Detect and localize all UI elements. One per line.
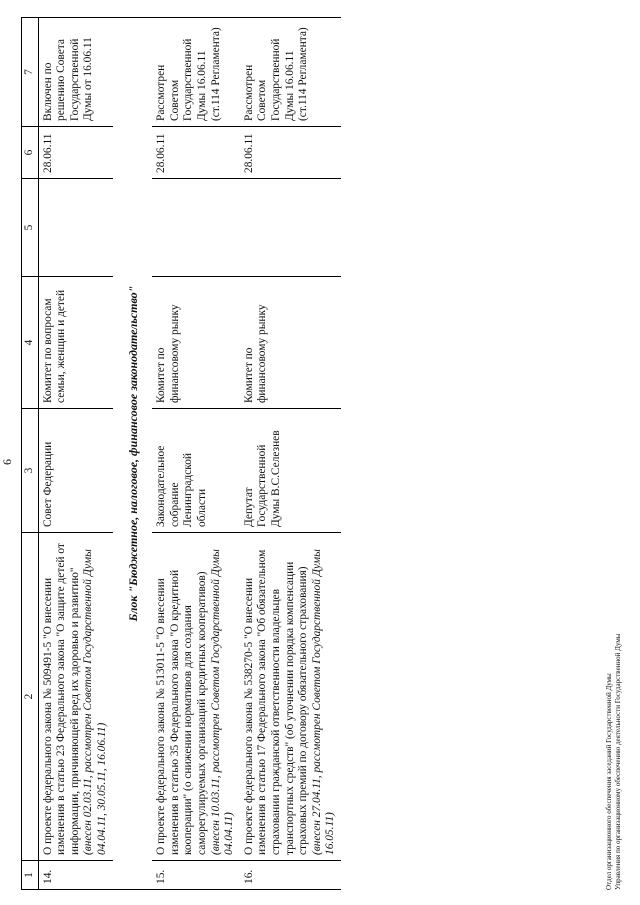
footer-line: Управления по организационному обеспечению деятельности Государственной Думы (614, 633, 622, 890)
column-number-row (22, 18, 39, 890)
table-row (38, 18, 112, 890)
column-header: 7 (22, 18, 39, 127)
initiator: Законодательное собрание Ленинградской области (152, 409, 240, 533)
status: Включен по решению Совета Государственной Думы от 16.06.11 (38, 18, 112, 127)
footer (605, 634, 623, 890)
date: 28.06.11 (38, 127, 112, 179)
bill-cell (152, 533, 240, 861)
column-header: 5 (22, 179, 39, 277)
column-header: 4 (22, 277, 39, 409)
bill-note: (внесен 10.03.11, рассмотрен Советом Государственной Думы 04.04.11) (209, 549, 236, 855)
column-header: 6 (22, 127, 39, 179)
committee: Комитет по финансовому рынку (240, 277, 341, 409)
row-number: 14. (38, 861, 112, 890)
row-number: 16. (240, 861, 341, 890)
footer-line: Отдел организационного обеспечения заседаний Государственной Думы (605, 673, 613, 890)
row-number: 15. (152, 861, 240, 890)
column-header: 1 (22, 861, 39, 890)
empty-cell (38, 179, 112, 277)
committee: Комитет по финансовому рынку (152, 277, 240, 409)
bill-title: О проекте федерального закона № 538270-5 "О внесении изменения в статью 17 Федерального закона "Об обязательном страховании гражданской ответственности владельцев транспортных средств" (об уточнении порядка компенсации страховых премий по договору обязательного страхования) (242, 549, 310, 855)
status: Рассмотрен Советом Государственной Думы 16.06.11 (ст.114 Регламента) (152, 18, 240, 127)
status: Рассмотрен Советом Государственной Думы 16.06.11 (ст.114 Регламента) (240, 18, 341, 127)
bill-cell (38, 533, 112, 861)
bill-note: (внесен 02.03.11, рассмотрен Советом Государственной Думы 04.04.11, 30.05.11, 16.06.11) (82, 549, 108, 855)
empty-cell (240, 179, 341, 277)
empty-cell (152, 179, 240, 277)
section-heading: Блок "Бюджетное, налоговое, финансовое законодательство" (113, 18, 153, 890)
date: 28.06.11 (240, 127, 341, 179)
agenda-table (21, 17, 341, 890)
committee: Комитет по вопросам семьи, женщин и детей (38, 277, 112, 409)
bill-title: О проекте федерального закона № 513011-5 "О внесении изменения в статью 35 Федерального закона "О кредитной кооперации" (о снижении нормативов для создания саморегулируемых организаций кредитных кооперативов) (155, 569, 208, 855)
page-number: 6 (0, 459, 14, 465)
bill-title: О проекте федерального закона № 509491-5 "О внесении изменения в статью 23 Федерального закона "О защите детей от информации, причиняющей вред их здоровью и развитию" (41, 543, 81, 855)
column-header: 3 (22, 409, 39, 533)
section-row (113, 18, 153, 890)
initiator: Совет Федерации (38, 409, 112, 533)
bill-note: (внесен 27.04.11, рассмотрен Советом Государственной Думы 16.05.11) (310, 549, 337, 855)
initiator: Депутат Государственной Думы В.С.Селезнев (240, 409, 341, 533)
column-header: 2 (22, 533, 39, 861)
table-row (152, 18, 240, 890)
bill-cell (240, 533, 341, 861)
table-row (240, 18, 341, 890)
date: 28.06.11 (152, 127, 240, 179)
